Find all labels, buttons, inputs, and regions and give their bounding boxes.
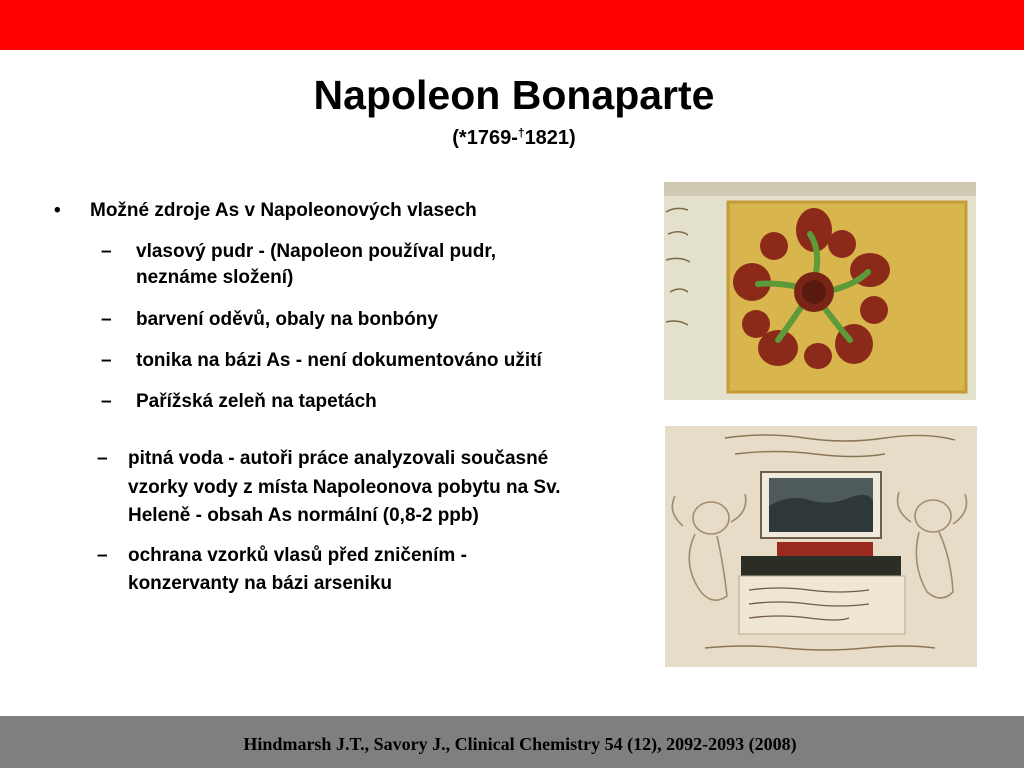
sub-bullet-5-line-1: pitná voda - autoři práce analyzovali současné [128,448,549,469]
sub-bullet-dash: – [101,350,112,371]
sub-bullet-5-line-3: Heleně - obsah As normální (0,8-2 ppb) [128,505,479,526]
sub-bullet-6-line-1: ochrana vzorků vlasů před zničením - [128,545,467,566]
sub-bullet-3: tonika na bázi As - není dokumentováno užití [136,350,542,371]
sub-bullet-1-line-1: vlasový pudr - (Napoleon používal pudr, [136,241,496,262]
slide-title: Napoleon Bonaparte [313,72,715,118]
bullet-dot: • [54,200,61,221]
keepsake-document-photo [665,426,977,667]
sub-bullet-6-line-2: konzervanty na bázi arseniku [128,573,392,594]
sub-bullet-2: barvení oděvů, obaly na bonbóny [136,309,438,330]
slide-subtitle [0,126,1024,150]
subtitle-birth: (*1769- [452,127,518,149]
dagger-symbol: † [517,126,525,140]
sub-bullet-dash: – [101,241,112,262]
top-accent-bar [0,0,1024,50]
main-bullet-text: Možné zdroje As v Napoleonových vlasech [90,200,477,221]
sub-bullet-dash: – [101,309,112,330]
footer-citation: Hindmarsh J.T., Savory J., Clinical Chemistry 54 (12), 2092-2093 (2008) [243,734,797,754]
sub-bullet-5-line-2: vzorky vody z místa Napoleonova pobytu na Sv. [128,477,561,498]
hair-sample-photo [664,182,976,400]
sub-bullet-1-line-2: neznáme složení) [136,267,294,288]
sub-bullet-4: Pařížská zeleň na tapetách [136,391,377,412]
sub-bullet-dash: – [101,391,112,412]
sub-bullet-dash: – [97,545,108,566]
sub-bullet-dash: – [97,448,108,469]
subtitle-death: 1821) [524,127,576,149]
